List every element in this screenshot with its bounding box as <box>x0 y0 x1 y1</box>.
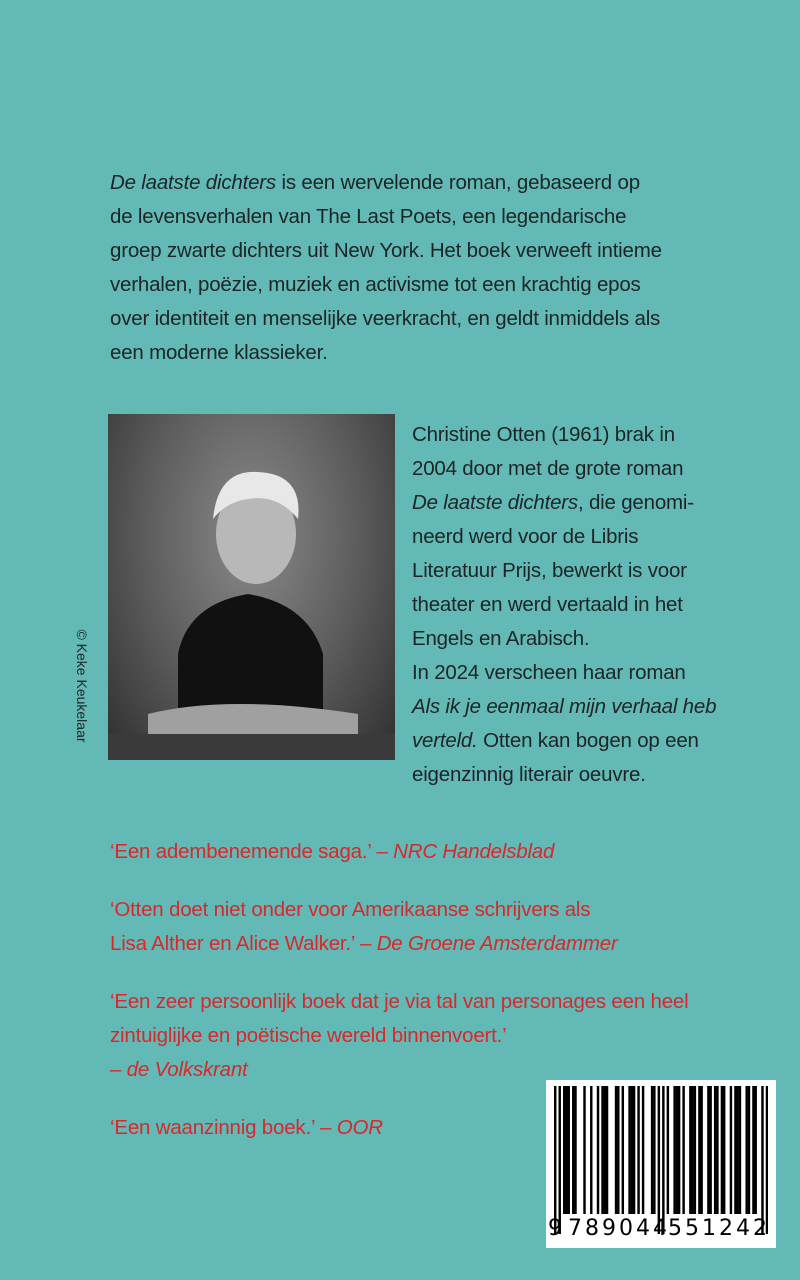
quote-text: ‘Een zeer persoonlijk boek dat je via tal van personages een heel <box>110 990 689 1013</box>
barcode-bar <box>653 1086 655 1214</box>
quote-line <box>110 893 688 927</box>
barcode-bar <box>583 1086 585 1214</box>
barcode-bar <box>694 1086 696 1214</box>
barcode-bar <box>565 1086 567 1214</box>
barcode-bar <box>748 1086 750 1214</box>
barcode-bar <box>606 1086 608 1214</box>
blurb-text <box>110 166 662 370</box>
barcode-bar <box>721 1086 723 1214</box>
barcode-digits-left: 789044 <box>568 1216 670 1241</box>
author-portrait-icon <box>108 414 395 760</box>
barcode-bar <box>637 1086 639 1214</box>
text-segment: , die genomi- <box>577 491 694 514</box>
barcode-bar <box>622 1086 624 1214</box>
text-segment: verhalen, poëzie, muziek en activisme tot een krachtig epos <box>110 273 641 296</box>
barcode-bar <box>631 1086 633 1214</box>
bio-line <box>412 656 716 690</box>
text-segment: een moderne klassieker. <box>110 341 328 364</box>
bio-line <box>412 418 716 452</box>
barcode-bar <box>563 1086 565 1214</box>
quote-source: De Groene Amsterdammer <box>376 932 618 955</box>
text-segment: groep zwarte dichters uit New York. Het boek verweeft intieme <box>110 239 662 262</box>
blurb-line <box>110 200 662 234</box>
quote-line <box>110 985 688 1019</box>
barcode-digit-first: 9 <box>548 1216 565 1241</box>
photo-credit: © Keke Keukelaar <box>74 629 90 743</box>
bio-line <box>412 452 716 486</box>
barcode-digits-right: 551242 <box>668 1216 770 1241</box>
italic-title: De laatste dichters <box>412 491 578 514</box>
barcode-bar <box>572 1086 574 1214</box>
barcode-bar <box>597 1086 599 1214</box>
barcode-bar <box>662 1086 664 1234</box>
barcode-bar <box>709 1086 711 1214</box>
isbn-barcode <box>546 1080 776 1248</box>
text-segment: is een wervelende roman, gebaseerd op <box>275 171 640 194</box>
barcode-bar <box>730 1086 732 1214</box>
barcode-bar <box>754 1086 756 1214</box>
bio-line <box>412 758 716 792</box>
text-segment: de levensverhalen van The Last Poets, een legendarische <box>110 205 627 228</box>
italic-title: De laatste dichters <box>110 171 276 194</box>
barcode-bar <box>736 1086 738 1214</box>
barcode-bar <box>658 1086 660 1234</box>
barcode-bar <box>714 1086 716 1214</box>
barcode-bar <box>682 1086 684 1214</box>
text-segment: theater en werd vertaald in het <box>412 593 683 616</box>
quote-line <box>110 927 688 961</box>
text-segment: over identiteit en menselijke veerkracht, en geldt inmiddels als <box>110 307 661 330</box>
quote-source: – de Volkskrant <box>110 1058 248 1081</box>
barcode-bar <box>689 1086 691 1214</box>
text-segment: Otten kan bogen op een <box>477 729 699 752</box>
barcode-bar <box>642 1086 644 1214</box>
barcode-bar <box>700 1086 702 1214</box>
barcode-bar <box>678 1086 680 1214</box>
italic-title: verteld. <box>412 729 478 752</box>
bio-line <box>412 520 716 554</box>
text-segment: In 2024 verscheen haar roman <box>412 661 686 684</box>
press-quote <box>110 835 688 869</box>
quote-text: ‘Otten doet niet onder voor Amerikaanse schrijvers als <box>110 898 591 921</box>
barcode-bar <box>615 1086 617 1214</box>
bio-line <box>412 690 716 724</box>
barcode-bar <box>651 1086 653 1214</box>
barcode-bar <box>707 1086 709 1214</box>
barcode-bar <box>739 1086 741 1214</box>
barcode-bar <box>691 1086 693 1214</box>
quote-text: zintuiglijke en poëtische wereld binnenvoert.’ <box>110 1024 507 1047</box>
text-segment: 2004 door met de grote roman <box>412 457 684 480</box>
quote-source: NRC Handelsblad <box>393 840 555 863</box>
author-bio <box>412 418 716 792</box>
bio-line <box>412 622 716 656</box>
barcode-bar <box>628 1086 630 1214</box>
barcode-bar <box>574 1086 576 1214</box>
press-quote <box>110 893 688 961</box>
barcode-bar <box>766 1086 768 1234</box>
blurb-line <box>110 234 662 268</box>
bio-line <box>412 554 716 588</box>
text-segment: Literatuur Prijs, bewerkt is voor <box>412 559 687 582</box>
barcode-bar <box>617 1086 619 1214</box>
barcode-bar <box>745 1086 747 1214</box>
barcode-bar <box>667 1086 669 1214</box>
barcode-bar <box>568 1086 570 1214</box>
quote-line <box>110 835 688 869</box>
quote-text: ‘Een adembenemende saga.’ – <box>110 840 394 863</box>
quote-source: OOR <box>336 1116 383 1139</box>
barcode-bar <box>698 1086 700 1214</box>
text-segment: Christine Otten (1961) brak in <box>412 423 675 446</box>
barcode-bar <box>554 1086 556 1234</box>
text-segment: neerd werd voor de Libris <box>412 525 639 548</box>
quote-text: Lisa Alther en Alice Walker.’ – <box>110 932 377 955</box>
bio-line <box>412 486 716 520</box>
press-quote <box>110 985 688 1087</box>
barcode-bars <box>554 1086 768 1234</box>
barcode-bar <box>601 1086 603 1214</box>
barcode-bar <box>673 1086 675 1214</box>
italic-title: Als ik je eenmaal mijn verhaal heb <box>412 695 717 718</box>
text-segment: eigenzinnig literair oeuvre. <box>412 763 646 786</box>
barcode-bar <box>716 1086 718 1214</box>
barcode-bar <box>752 1086 754 1214</box>
blurb-line <box>110 268 662 302</box>
barcode-bar <box>633 1086 635 1214</box>
bio-line <box>412 724 716 758</box>
barcode-bar <box>723 1086 725 1214</box>
blurb-line <box>110 166 662 200</box>
barcode-bar <box>590 1086 592 1214</box>
barcode-bar <box>559 1086 561 1234</box>
blurb-line <box>110 336 662 370</box>
author-photo <box>108 414 395 760</box>
text-segment: Engels en Arabisch. <box>412 627 590 650</box>
quote-text: ‘Een waanzinnig boek.’ – <box>110 1116 337 1139</box>
barcode-bar <box>676 1086 678 1214</box>
barcode-bar <box>761 1086 763 1234</box>
bio-line <box>412 588 716 622</box>
barcode-bar <box>734 1086 736 1214</box>
blurb-line <box>110 302 662 336</box>
barcode-bar <box>604 1086 606 1214</box>
quote-line <box>110 1019 688 1053</box>
